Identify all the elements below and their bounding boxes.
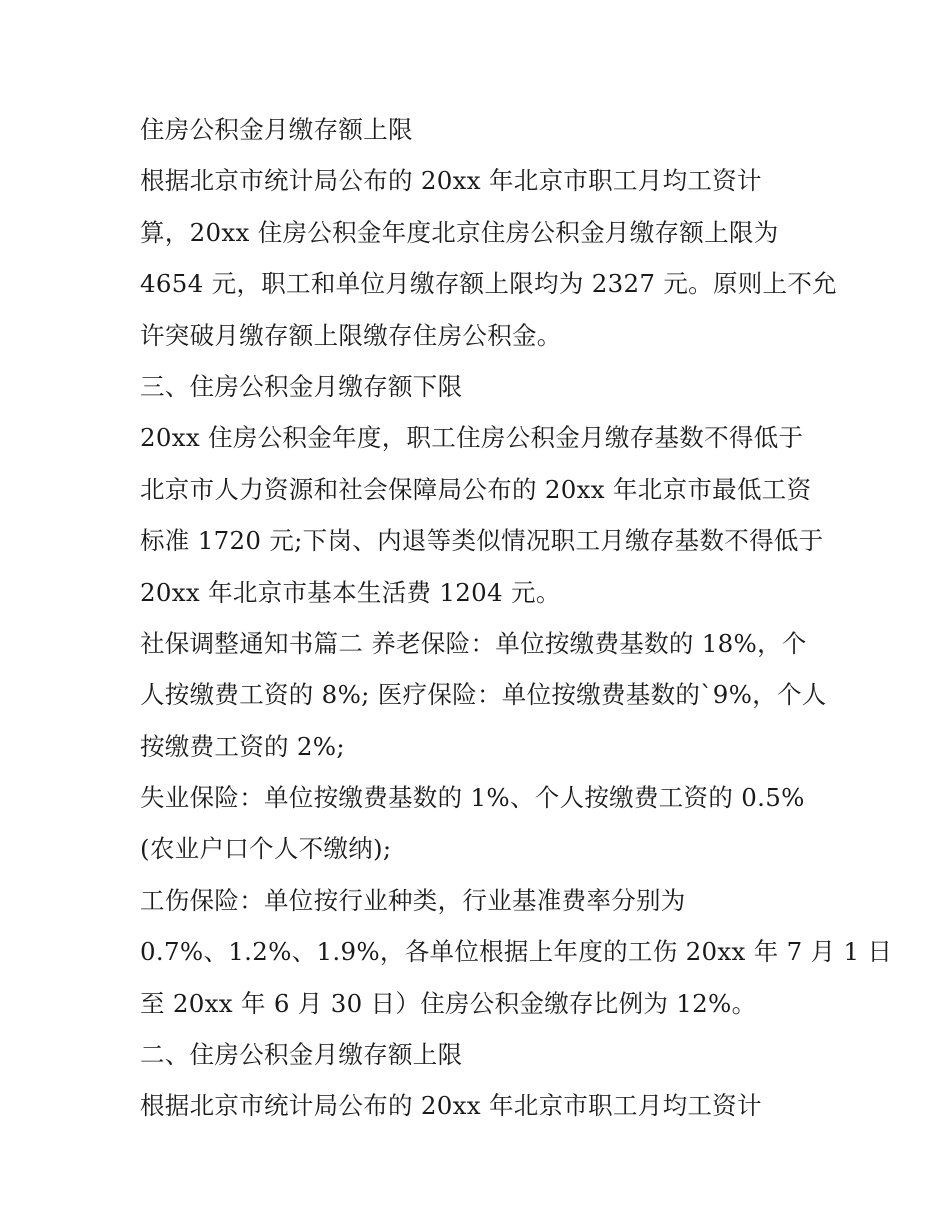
text-line: 失业保险：单位按缴费基数的 1%、个人按缴费工资的 0.5% bbox=[140, 783, 805, 813]
section-heading: 二、住房公积金月缴存额上限 bbox=[140, 1040, 463, 1070]
text-line: 4654 元，职工和单位月缴存额上限均为 2327 元。原则上不允 bbox=[140, 269, 837, 299]
section-heading: 三、住房公积金月缴存额下限 bbox=[140, 371, 463, 401]
text-line: 人按缴费工资的 8%; 医疗保险：单位按缴费基数的`9%，个人 bbox=[140, 680, 827, 710]
text-line: 0.7%、1.2%、1.9%，各单位根据上年度的工伤 20xx 年 7 月 1 日 bbox=[140, 937, 893, 967]
text-line: 根据北京市统计局公布的 20xx 年北京市职工月均工资计 bbox=[140, 166, 762, 196]
text-line: 20xx 年北京市基本生活费 1204 元。 bbox=[140, 577, 561, 607]
text-line: 标准 1720 元;下岗、内退等类似情况职工月缴存基数不得低于 bbox=[140, 526, 824, 556]
text-line: 20xx 住房公积金年度，职工住房公积金月缴存基数不得低于 bbox=[140, 423, 804, 453]
text-line: 社保调整通知书篇二 养老保险：单位按缴费基数的 18%，个 bbox=[140, 628, 807, 658]
text-line: 住房公积金月缴存额上限 bbox=[140, 115, 413, 144]
text-line: 北京市人力资源和社会保障局公布的 20xx 年北京市最低工资 bbox=[140, 474, 812, 504]
text-line: 按缴费工资的 2%; bbox=[140, 731, 345, 761]
text-line: 许突破月缴存额上限缴存住房公积金。 bbox=[140, 320, 562, 350]
text-line: 算，20xx 住房公积金年度北京住房公积金月缴存额上限为 bbox=[140, 217, 779, 247]
text-line: 至 20xx 年 6 月 30 日）住房公积金缴存比例为 12%。 bbox=[140, 988, 757, 1018]
text-line: (农业户口个人不缴纳); bbox=[140, 834, 392, 864]
text-line: 根据北京市统计局公布的 20xx 年北京市职工月均工资计 bbox=[140, 1091, 762, 1121]
text-line: 工伤保险：单位按行业种类，行业基准费率分别为 bbox=[140, 885, 686, 915]
document-body bbox=[140, 104, 893, 1132]
